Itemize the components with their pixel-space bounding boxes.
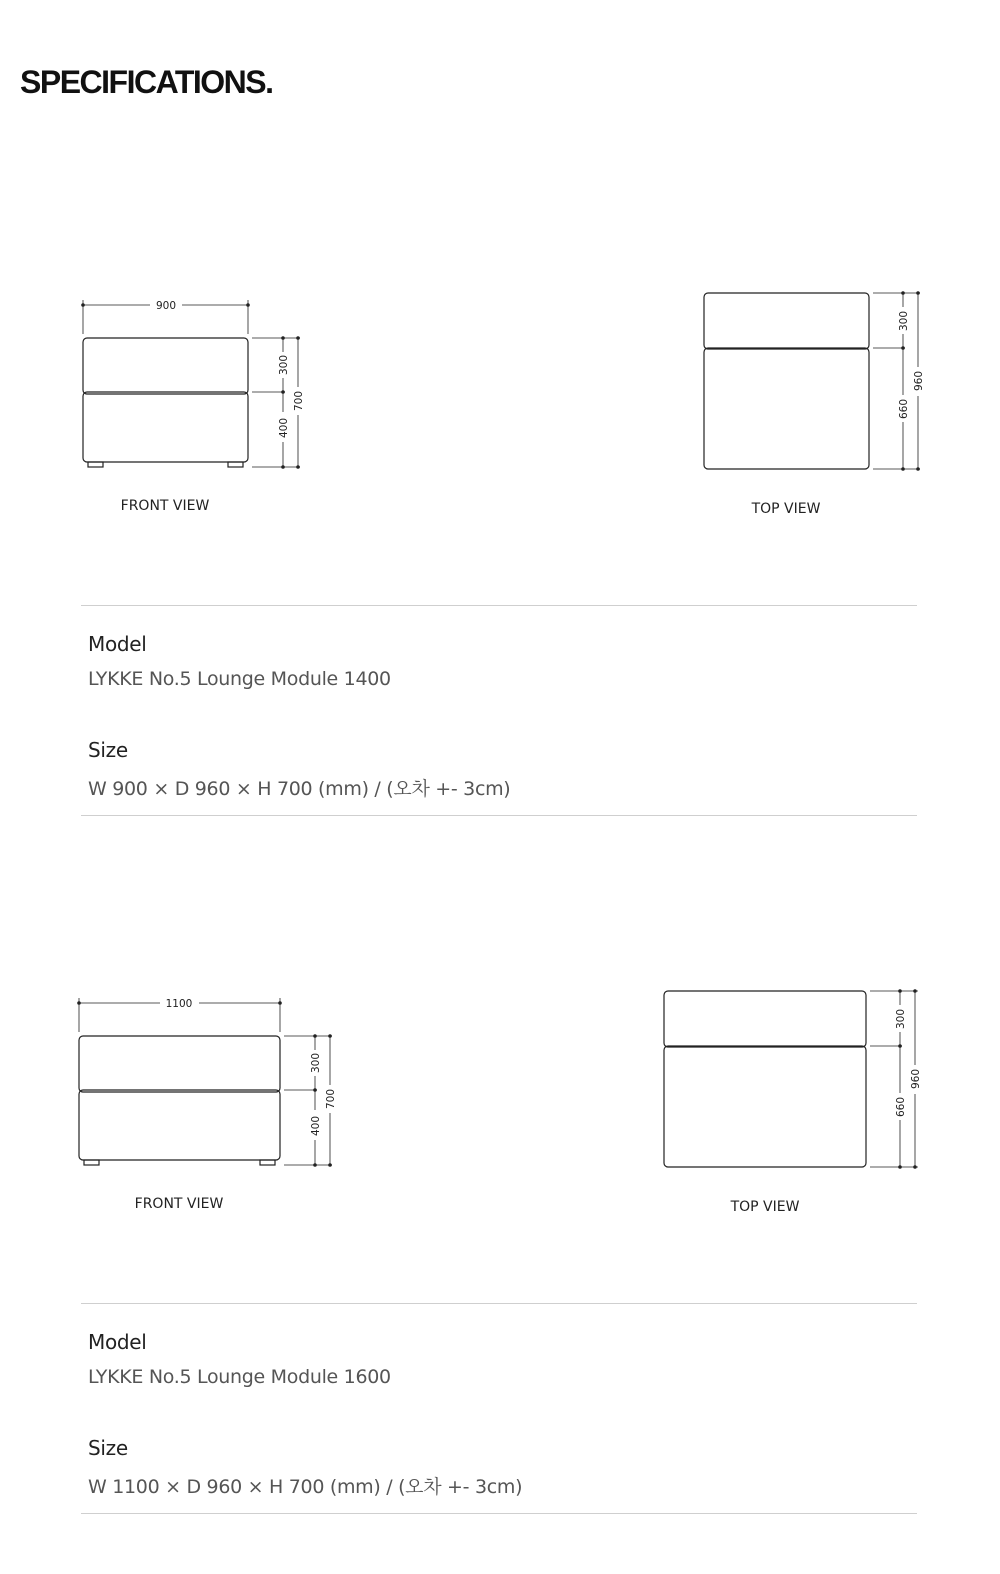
module-1-drawings xyxy=(0,280,1000,530)
size-label: Size xyxy=(88,738,128,762)
divider xyxy=(81,1513,917,1514)
top-seat-depth-label: 660 xyxy=(895,1096,907,1118)
front-view-back-cushion xyxy=(79,1036,280,1092)
model-label: Model xyxy=(88,632,147,656)
size-label: Size xyxy=(88,1436,128,1460)
divider xyxy=(81,1303,917,1304)
divider xyxy=(81,605,917,606)
front-top-height-label: 300 xyxy=(278,354,290,376)
top-total-depth-label: 960 xyxy=(910,1068,922,1090)
front-view-foot-right xyxy=(228,462,243,467)
front-view-back-cushion xyxy=(83,338,248,394)
top-back-depth-label: 300 xyxy=(895,1008,907,1030)
front-view-foot-left xyxy=(84,1160,99,1165)
front-width-label: 1100 xyxy=(165,998,193,1010)
model-label: Model xyxy=(88,1330,147,1354)
top-view-caption: TOP VIEW xyxy=(730,1199,800,1215)
top-view-back-cushion xyxy=(704,293,869,349)
top-seat-depth-label: 660 xyxy=(898,398,910,420)
top-view-caption: TOP VIEW xyxy=(751,501,821,517)
front-view-caption: FRONT VIEW xyxy=(134,1196,224,1212)
model-value: LYKKE No.5 Lounge Module 1400 xyxy=(88,668,391,690)
front-bottom-height-label: 400 xyxy=(278,417,290,439)
front-top-height-label: 300 xyxy=(310,1052,322,1074)
front-view-seat-cushion xyxy=(83,392,248,462)
top-view-seat-cushion xyxy=(664,1046,866,1167)
model-value: LYKKE No.5 Lounge Module 1600 xyxy=(88,1366,391,1388)
front-width-label: 900 xyxy=(155,300,177,312)
top-view-seat-cushion xyxy=(704,348,869,469)
top-total-depth-label: 960 xyxy=(913,370,925,392)
front-view-caption: FRONT VIEW xyxy=(120,498,210,514)
top-back-depth-label: 300 xyxy=(898,310,910,332)
front-total-height-label: 700 xyxy=(293,390,305,412)
front-bottom-height-label: 400 xyxy=(310,1115,322,1137)
size-value: W 1100 × D 960 × H 700 (mm) / (오차 +- 3cm) xyxy=(88,1476,523,1498)
front-total-height-label: 700 xyxy=(325,1088,337,1110)
front-view-foot-left xyxy=(88,462,103,467)
page-title: SPECIFICATIONS. xyxy=(20,64,273,100)
top-view-back-cushion xyxy=(664,991,866,1047)
front-view-seat-cushion xyxy=(79,1090,280,1160)
size-value: W 900 × D 960 × H 700 (mm) / (오차 +- 3cm) xyxy=(88,778,511,800)
module-2-drawings xyxy=(0,980,1000,1230)
front-view-foot-right xyxy=(260,1160,275,1165)
divider xyxy=(81,815,917,816)
